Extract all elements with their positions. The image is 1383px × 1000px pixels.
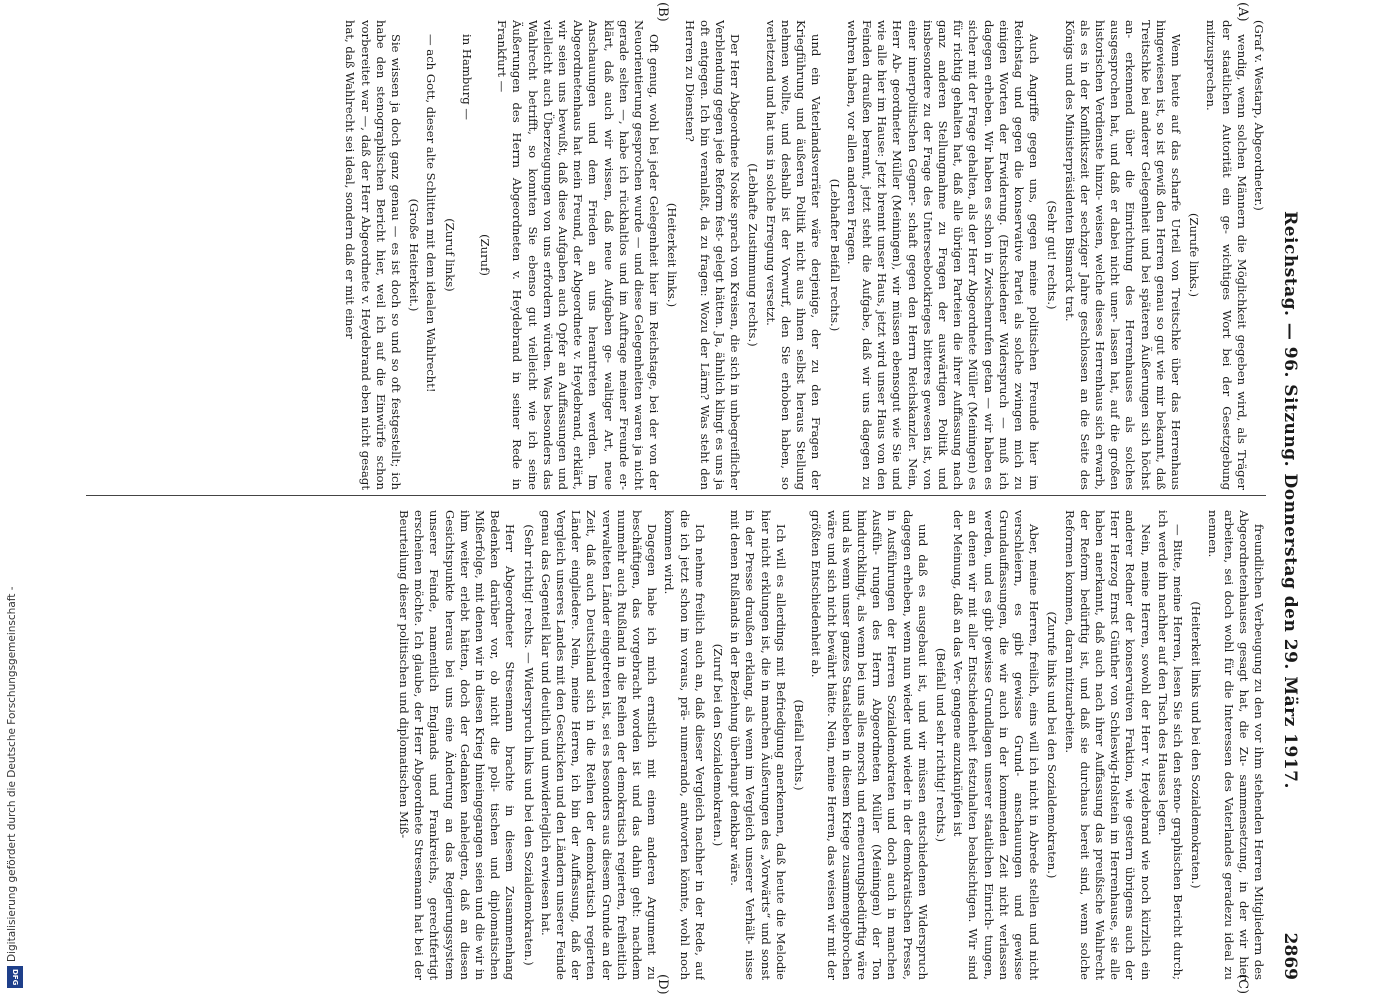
interjection: (Heiterkeit links und bei den Sozialdemokraten.)	[1189, 601, 1204, 889]
paragraph: Dagegen habe ich mich ernstlich mit einem anderen Argument zu beschäftigen, das vorgebracht worden ist und das dahin geht: nachdem nunmehr auch Rußland in die Reihen der demokratisch regierten, freiheitlich verwalteten Länder eingetreten ist, sei es besonders aus diesem Grunde an der Zeit, daß auch Deutschland sich in die Reihen der demokratisch regierten Länder eingliedere. Nein, meine Herren, ich bin der Auffassung, daß der Vergleich unseres Landes mit den Geschicken und den Ländern unserer Feinde genau das Gegenteil klar und deutlich und unwiderleglich erwiesen hat.	[538, 510, 660, 980]
paragraph: und daß es ausgebaut ist, und wir müssen entschiedenen Widerspruch dagegen erheben, wenn nun wieder und wieder in der demokratischen Presse, in Ausführungen der Herren Sozialdemokraten und doch auch in manchen Ausfüh- rungen des Herrn Abgeordneten Müller (Meiningen) der Ton hindurchklingt, als wenn bei uns alles morsch und erneuerungsbedürftig wäre und als wenn unser ganzes Staatsleben in diesem Kriege zusammengebrochen wäre und sich nicht bewährt hätte. Nein, meine Herren, das weisen wir mit der größten Entschiedenheit ab.	[809, 510, 930, 980]
paragraph: Sie wissen ja doch ganz genau — es ist doch so und so oft festgestellt; ich habe den stenographischen Bericht hier, weil ich auf die Einwürfe schon vorbereitet war —, daß der Herr Abgeordnete v. Heydebrand eben nicht gesagt hat, daß Wahlrecht sei ideal, sondern daß er mit einer	[343, 20, 404, 490]
column-divider	[86, 495, 1266, 496]
right-column-text	[396, 510, 1266, 980]
paragraph: Nein, meine Herren, sowohl der Herr v. Heydebrand wie noch kürzlich ein anderer Redner der konservativen Fraktion, wie gestern übrigens auch der Herr Herzog Ernst Günther von Schleswig-Holstein im Herrenhause, sie alle haben anerkannt, daß auch nach ihrer Auffassung das preußische Wahlrecht der Reform bedürftig ist, und daß sie durchaus bereit sind, wenn solche Reformen kommen, daran mitzuarbeiten.	[1062, 510, 1153, 980]
interjection: (Heiterkeit links.)	[665, 202, 680, 308]
interjection: (Große Heiterkeit.)	[407, 198, 422, 312]
margin-marker-c: (C)	[1235, 974, 1250, 995]
speaker-label: (Graf v. Westarp, Abgeordneter.)	[1252, 20, 1266, 211]
paragraph: Oft genug, wohl bei jeder Gelegenheit hier im Reichstage, bei der von der Neuorientierung gesprochen wurde — und diese Gelegenheiten waren ja nicht gerade selten —, habe ich rückhaltlos und im Auftrage meiner Freunde er- klärt, daß auch wir wissen, daß neue Aufgaben ge- waltiger Art, neue Anschauungen und dem Frieden an uns herantreten werden. Im Abgeordnetenhaus hat mein Freund, der Abgeordnete v. Heydebrand, erklärt, wir seien uns bewußt, daß diese Aufgaben auch Opfer an Auffassungen und vielleicht auch Überzeugungen von uns erfordern würden. Was besonders das Wahlrecht betrifft, so konnten Sie ebenso gut vielleicht wie ich seine Äußerungen des Herrn Abgeordneten v. Heydebrand in seiner Rede in Frankfurt —	[495, 20, 662, 490]
margin-marker-a: (A)	[1235, 2, 1250, 22]
paragraph: Ich nehme freilich auch an, daß dieser Vergleich nachher in der Rede, auf die ich jetzt schon im voraus, prä- numerando, antworten könnte, wohl noch kommen wird.	[662, 510, 707, 980]
page-number: 2869	[1280, 932, 1300, 980]
paragraph: freundlichen Verbeugung zu den vor ihm stehenden Herren Mitgliedern des Abgeordnetenhauses gesagt hat, die Zu- sammensetzung, in der wir hier arbeiten, sei doch wohl für die Interessen des Vaterlandes geradezu ideal zu nennen.	[1206, 510, 1266, 980]
paragraph: Der Herr Abgeordnete Noske sprach von Kreisen, die sich in unbegreiflicher Verblendung gegen jede Reform fest- gelegt hätten. Ja, ähnlich klingt es uns ja oft entgegen. Ich bin veranlaßt, da zu fragen: Wozu der Lärm? Was steht den Herren zu Diensten?	[682, 20, 743, 490]
paragraph: Wenn heute auf das scharfe Urteil von Treitschke über das Herrenhaus hingewiesen ist, so ist gewiß den Herren genau so gut wie mir bekannt, daß Treitschke bei anderer Gelegenheit und bei späteren Äußerungen sich höchst an- erkennend über die Einrichtung des Herrenhauses als solches ausgesprochen hat, und daß er dabei nicht uner- lassen hat, auf die großen historischen Verdienste hinzu- weisen, welche dieses Herrenhaus sich erwarb, als es in der Konfliktszeit der sechziger Jahre geschlossen an die Seite des Königs und des Ministerpräsidenten Bismarck trat.	[1062, 20, 1183, 490]
margin-marker-b: (B)	[655, 2, 670, 22]
digitization-footer	[6, 12, 20, 992]
left-column	[86, 20, 1266, 490]
margin-marker-d: (D)	[655, 974, 670, 995]
interjection: (Zuruf links)	[442, 218, 457, 292]
interjection: (Zurufe links und bei den Sozialdemokraten.)	[1045, 611, 1060, 879]
interjection: (Beifall und sehr richtig! rechts.)	[933, 648, 948, 842]
interjection: (Lebhafte Zustimmung rechts.)	[746, 163, 761, 347]
interjection: (Beifall rechts.)	[792, 699, 807, 791]
rotated-scanned-page	[70, 0, 1310, 1000]
left-column-text	[342, 20, 1249, 490]
paragraph: in Hamburg —	[459, 34, 474, 121]
interjection: (Sehr gut! rechts.)	[1045, 200, 1060, 310]
paragraph: Ich will es allerdings mit Befriedigung anerkennen, daß heute die Melodie hier nicht erklungen ist, die in manchen Äußerungen des „Vorwärts“ und sonst in der Presse draußen erklang, als wenn im Vergleich unserer Verhält- nisse mit denen Rußlands in der Beziehung überhaupt denkbar wäre.	[728, 510, 788, 980]
page-header	[1274, 20, 1300, 980]
interjection: (Zurufe links.)	[1187, 213, 1202, 297]
footer-credit-text: Digitalisierung gefördert durch die Deutsche Forschungsgemeinschaft -	[6, 586, 18, 962]
interjection: (Lebhafter Beifall rechts.)	[827, 178, 842, 332]
dfg-logo: DFG	[7, 966, 23, 988]
paragraph: und ein Vaterlandsverräter wäre derjenige, der zu den Fragen der Kriegführung und äußeren Politik nicht aus ihnen selbst heraus Stellung nehmen wollte, und deshalb ist der Vorwurf, den Sie erhoben haben, so verletzend und hat uns in solche Erregung versetzt.	[763, 20, 824, 490]
paragraph: Herr Abgeordneter Stresemann brachte in diesem Zusammenhang Bedenken darüber vor, ob nicht die poli- tischen und diplomatischen Mißerfolge, mit denen wir in diesen Krieg hineingegangen seien und die wir in ihm weiter erlebt hätten, doch der Gedanken nahelegten, daß an diesen Gesichtspunkte heraus bei uns eine Änderung an das Regierungssystem unserer Feinde, namentlich Englands und Frankreichs, gerechtfertigt erscheinen möchte. Ich glaube, der Herr Abgeordnete Stresemann hat bei der Beurteilung dieser politischen und diplomatischen Miß-	[397, 510, 518, 980]
paragraph: — Bitte, meine Herren, lesen Sie sich den steno- graphischen Bericht durch; ich werde ihn nachher auf den Tisch des Hauses legen.	[1155, 510, 1185, 980]
paragraph: Auch Angriffe gegen uns, gegen meine politischen Freunde hier im Reichstag und gegen die konservative Partei als solche zwingen mich zu einigen Worten der Erwiderung. (Entschiedener Widerspruch — muß ich dagegen erheben. Wir haben es schon in Zwischenrufen getan — wir haben es sicher mit der Frage gehalten, als der Herr Abgeordnete Müller (Meiningen) es für richtig gehalten hat, daß alle übrigen Parteien die ihrer Auffassung nach ganz anderen Stellungnahme zu Fragen der auswärtigen Politik und insbesondere zu der Frage des Unterseebootkrieges bitteres gewesen ist, von einer innerpolitischen Gegner- schaft gegen den Herrn Reichskanzler. Nein, Herr Ab- geordneter Müller (Meiningen), wir müssen ebensogut wie Sie und wie alle hier im Hause: Jetzt brennt unser Haus, jetzt wird unser Haus von den Feinden draußen berannt, jetzt steht die Aufgabe, daß wir uns dagegen zu wehren haben, vor allen anderen Fragen.	[844, 20, 1042, 490]
interjection: (Zuruf)	[478, 234, 493, 276]
paragraph: wendig, wenn solchen Männern die Möglichkeit gegeben wird, als Träger der staatlichen Autorität ein ge- wichtiges Wort bei der Gesetzgebung mitzusprechen.	[1204, 20, 1249, 490]
paragraph: Aber, meine Herren, freilich, eins will ich nicht in Abrede stellen und nicht verschleiern, es gibt gewisse Grund- anschauungen und gewisse Grundauffassungen, die wir auch in der kommenden Zeit nicht verlassen werden, und es gibt gewisse Grundlagen unserer staatlichen Einrich- tungen, an denen wir mit aller Entschiedenheit festzuhalten beabsichtigen. Wir sind der Meinung, daß an das Ver- gangene anzuknüpfen ist	[951, 510, 1042, 980]
interjection: (Sehr richtig! rechts. — Widerspruch links und bei den Sozialdemokraten.)	[521, 524, 536, 966]
paragraph: — ach Gott, dieser alte Schlitten mit dem idealen Wahlrecht!	[424, 34, 439, 393]
page-header-title: Reichstag. — 96. Sitzung. Donnerstag den 29. März 1917.	[1280, 211, 1300, 789]
interjection: (Zuruf bei den Sozialdemokraten.)	[711, 643, 726, 847]
right-column	[86, 510, 1266, 980]
